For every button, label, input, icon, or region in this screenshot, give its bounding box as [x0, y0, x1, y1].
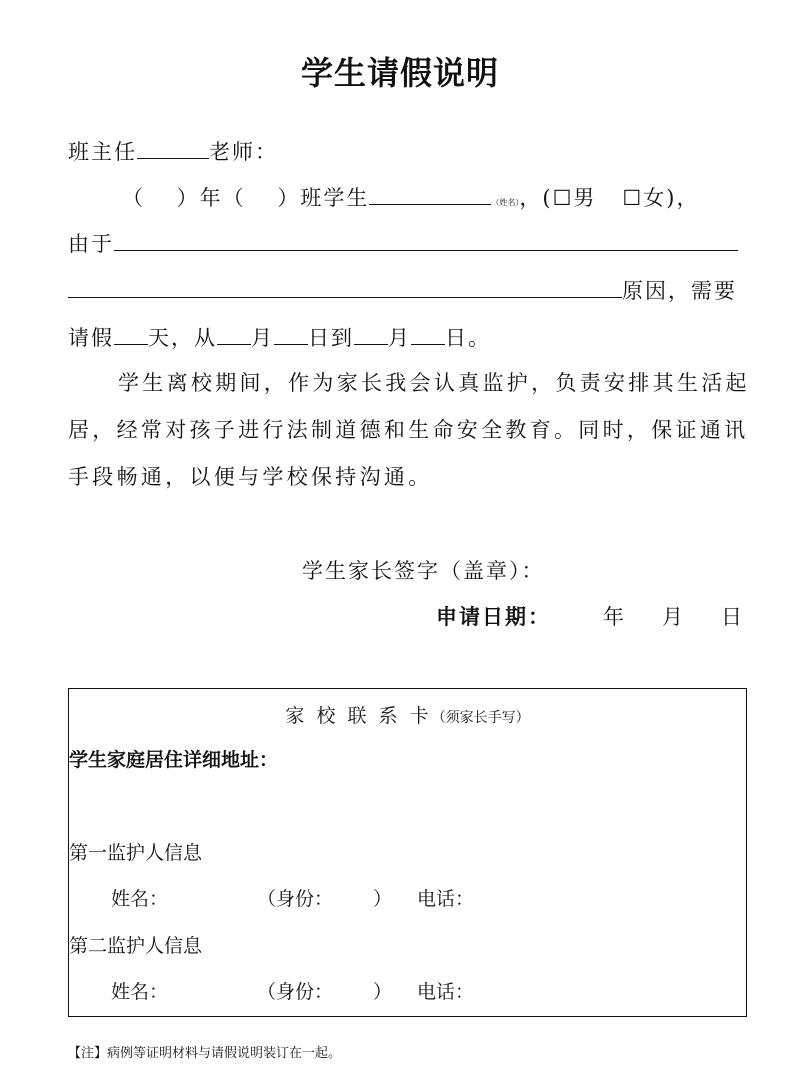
card-title	[69, 703, 746, 731]
name-hint: （姓名）	[491, 198, 520, 207]
guardian2-name-label: 姓名：	[111, 981, 169, 1003]
guardian1-identity-close: ）	[373, 888, 393, 910]
leave-dates-line	[68, 322, 491, 353]
teacher-name-blank[interactable]	[137, 136, 209, 159]
guardian2-heading: 第二监护人信息	[69, 935, 203, 957]
label: 月	[251, 326, 274, 350]
paragraph-line: 手段畅通，以便与学校保持沟通。	[68, 465, 433, 489]
from-month-blank[interactable]	[217, 322, 251, 345]
card-title-text: 家 校 联 系 卡	[285, 705, 432, 727]
male-checkbox[interactable]: ☐男	[552, 186, 597, 210]
month-label: 月	[662, 605, 685, 629]
label: ，(	[519, 186, 553, 210]
guardian1-identity-label: （身份：	[257, 888, 334, 910]
guardian2-phone-label: 电话：	[417, 981, 475, 1003]
label: 日。	[445, 326, 491, 350]
label: 原因，需要	[622, 279, 737, 303]
date-label: 申请日期：	[436, 604, 551, 629]
label: 请假	[68, 326, 114, 350]
reason-blank-2[interactable]	[68, 275, 622, 298]
student-line	[122, 182, 699, 218]
reason-line-1	[68, 228, 738, 259]
parent-signature-label: 学生家长签字（盖章）：	[302, 559, 545, 583]
day-label: 日	[721, 605, 744, 629]
guardian2-identity-close: ）	[373, 981, 393, 1003]
page-title: 学生请假说明	[300, 54, 499, 92]
year-label: 年	[603, 605, 626, 629]
reason-blank[interactable]	[114, 228, 738, 251]
to-month-blank[interactable]	[354, 322, 388, 345]
days-blank[interactable]	[114, 322, 148, 345]
application-date	[436, 602, 744, 632]
reason-line-2	[68, 275, 737, 306]
from-day-blank[interactable]	[274, 322, 308, 345]
student-name-blank[interactable]	[369, 182, 491, 205]
label: 天，从	[148, 326, 217, 350]
address-label: 学生家庭居住详细地址：	[69, 749, 279, 771]
footnote: 【注】病例等证明材料与请假说明装订在一起。	[68, 1046, 342, 1061]
home-school-contact-card	[68, 688, 747, 1017]
class-label: （ ）年（ ）班学生	[122, 186, 370, 210]
label: 由于	[68, 232, 114, 256]
card-title-note: （须家长手写）	[431, 710, 530, 726]
guardian1-name-label: 姓名：	[111, 888, 169, 910]
guardian1-phone-label: 电话：	[417, 888, 475, 910]
label: 班主任	[68, 140, 137, 164]
paragraph-line: 居，经常对孩子进行法制道德和生命安全教育。同时，保证通讯	[68, 418, 749, 442]
label: 老师：	[209, 140, 278, 164]
label: 月	[388, 326, 411, 350]
label: )，	[666, 186, 700, 210]
label: 日到	[308, 326, 354, 350]
teacher-line	[68, 136, 278, 167]
guardian1-heading: 第一监护人信息	[69, 842, 203, 864]
paragraph-line: 学生离校期间，作为家长我会认真监护，负责安排其生活起	[118, 371, 750, 395]
guardian2-identity-label: （身份：	[257, 981, 334, 1003]
female-checkbox[interactable]: ☐女	[622, 186, 667, 210]
to-day-blank[interactable]	[411, 322, 445, 345]
